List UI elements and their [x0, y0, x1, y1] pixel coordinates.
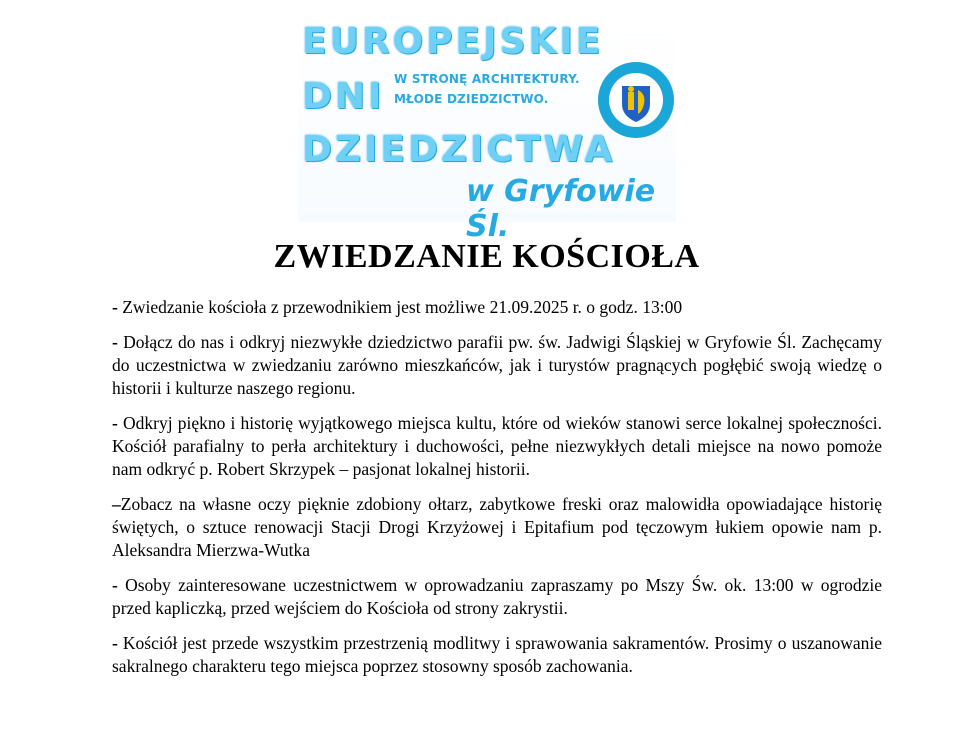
paragraph-text: Zwiedzanie kościoła z przewodnikiem jest możliwe 21.09.2025 r. o godz. 13:00: [117, 297, 683, 317]
town-emblem-icon: [596, 60, 676, 140]
paragraph-text: Zobacz na własne oczy pięknie zdobiony ołtarz, zabytkowe freski oraz malowidła opowiadające historię świętych, o sztuce renowacji Stacji Drogi Krzyżowej i Epitafium pod tęczowym łukiem opowie nam p. Aleksandra Mierzwa-Wutka: [112, 494, 882, 560]
logo-town-name: w Gryfowie Śl.: [466, 174, 656, 244]
paragraph-text: Osoby zainteresowane uczestnictwem w oprowadzaniu zapraszamy po Mszy Św. ok. 13:00 w ogrodzie przed kapliczką, przed wejściem do Kościoła od strony zakrystii.: [112, 575, 882, 618]
paragraph-text: Kościół jest przede wszystkim przestrzenią modlitwy i sprawowania sakramentów. Prosimy o uszanowanie sakralnego charakteru tego miejsca poprzez stosowny sposób zachowania.: [112, 633, 882, 676]
paragraph-dash: -: [112, 297, 118, 317]
logo-line-europejskie: EUROPEJSKIE: [302, 21, 604, 62]
paragraph-text: Odkryj piękno i historię wyjątkowego miejsca kultu, które od wieków stanowi serce lokalnej społeczności. Kościół parafialny to perła architektury i duchowości, pełne niezwykłych detali miejsce na nowo pomoże nam odkryć p. Robert Skrzypek – pasjonat lokalnej historii.: [112, 413, 882, 479]
paragraph-dash: -: [112, 413, 118, 433]
paragraph-dash: -: [112, 332, 118, 352]
page-title: ZWIEDZANIE KOŚCIOŁA: [273, 238, 700, 275]
paragraph-text: Dołącz do nas i odkryj niezwykłe dziedzictwo parafii pw. św. Jadwigi Śląskiej w Gryfowie Śl. Zachęcamy do uczestnictwa w zwiedzaniu zarówno mieszkańców, jak i turystów pragnących pogłębić swoją wiedzę o historii i kulturze naszego regionu.: [112, 332, 882, 398]
logo-line-dni: DNI: [302, 76, 385, 117]
body-text: [112, 296, 882, 690]
paragraph-date: [112, 296, 882, 319]
paragraph-dash: -: [112, 633, 118, 653]
paragraph-guide-skrzypek: [112, 412, 882, 481]
paragraph-dash: -: [112, 575, 118, 595]
logo-tagline-architecture: W STRONĘ ARCHITEKTURY.: [394, 72, 580, 86]
logo-line-dziedzictwa: DZIEDZICTWA: [302, 129, 616, 170]
paragraph-invitation: [112, 331, 882, 400]
paragraph-meeting-point: [112, 574, 882, 620]
paragraph-dash: –: [112, 494, 121, 514]
logo-tagline-young-heritage: MŁODE DZIEDZICTWO.: [394, 92, 549, 106]
paragraph-guide-mierzwa: [112, 493, 882, 562]
paragraph-respect: [112, 632, 882, 678]
event-logo-banner: [298, 20, 676, 244]
